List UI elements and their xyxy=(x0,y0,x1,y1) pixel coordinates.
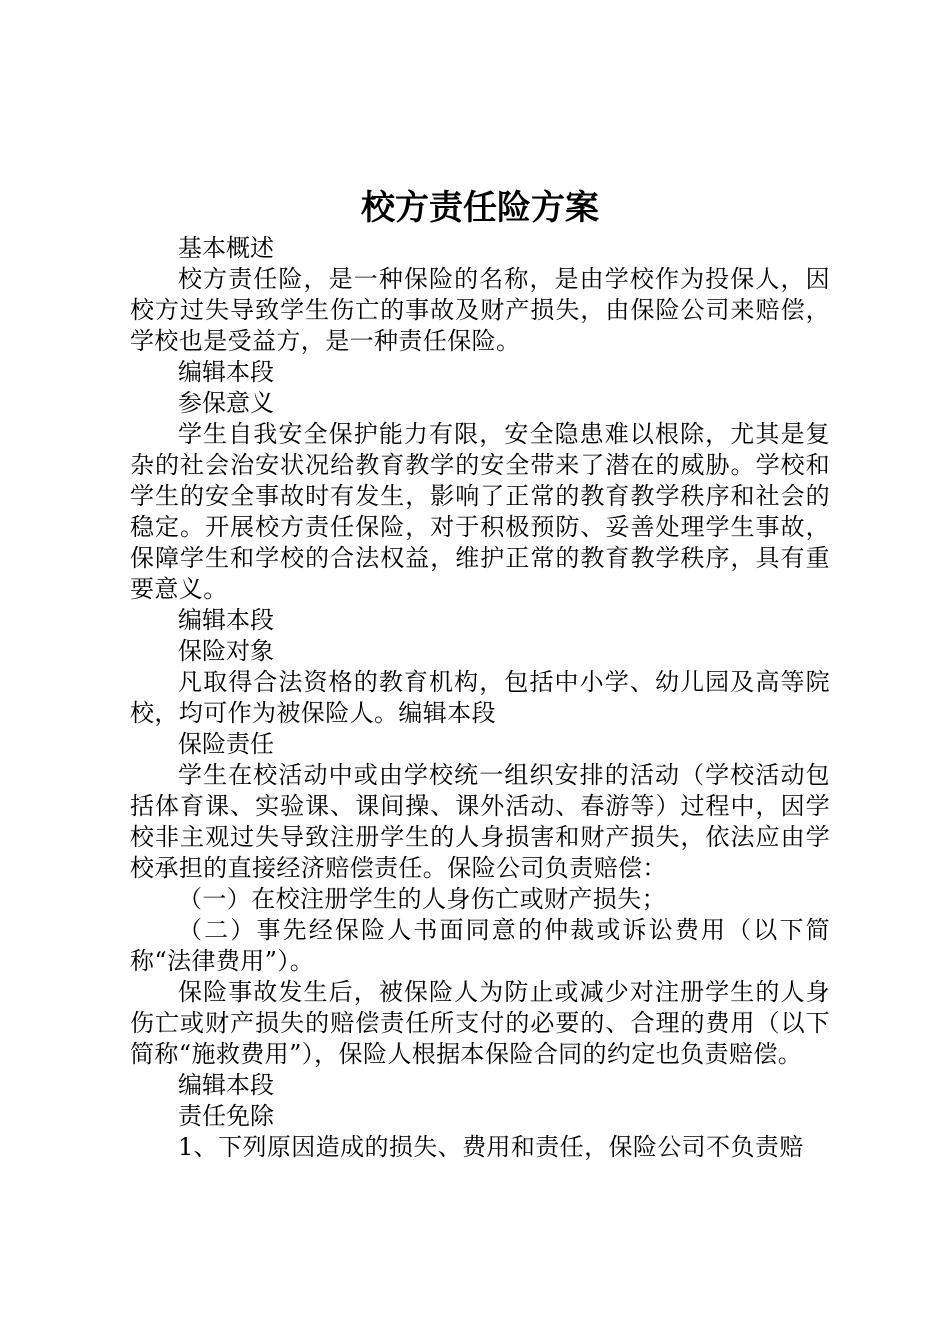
paragraph-liability: 学生在校活动中或由学校统一组织安排的活动（学校活动包括体育课、实验课、课间操、课外活动、春游等）过程中，因学校非主观过失导致注册学生的人身损害和财产损失，依法应由学校承担的直接经济赔偿责任。保险公司负责赔偿： xyxy=(130,761,830,882)
section-heading-exclusions: 责任免除 xyxy=(178,1102,274,1130)
paragraph-insured: 凡取得合法资格的教育机构，包括中小学、幼儿园及高等院校，均可作为被保险人。编辑本段 xyxy=(130,668,830,727)
paragraph-significance: 学生自我安全保护能力有限，安全隐患难以根除，尤其是复杂的社会治安状况给教育教学的安全带来了潜在的威胁。学校和学生的安全事故时有发生，影响了正常的教育教学秩序和社会的稳定。开展校方责任保险，对于积极预防、妥善处理学生事故，保障学生和学校的合法权益，维护正常的教育教学秩序，具有重要意义。 xyxy=(130,420,830,603)
edit-section-link: 编辑本段 xyxy=(178,606,274,634)
document-body xyxy=(130,233,830,1163)
section-heading-insured: 保险对象 xyxy=(178,637,274,665)
document-title: 校方责任险方案 xyxy=(361,188,599,228)
paragraph-rescue-costs: 保险事故发生后，被保险人为防止或减少对注册学生的人身伤亡或财产损失的赔偿责任所支付的必要的、合理的费用（以下简称“施救费用”），保险人根据本保险合同的约定也负责赔偿。 xyxy=(130,978,830,1068)
list-item-two: （二）事先经保险人书面同意的仲裁或诉讼费用（以下简称“法律费用”）。 xyxy=(130,916,830,975)
section-heading-liability: 保险责任 xyxy=(178,730,274,758)
list-item-one: （一）在校注册学生的人身伤亡或财产损失； xyxy=(178,885,666,913)
paragraph-exclusions: 1、下列原因造成的损失、费用和责任，保险公司不负责赔 xyxy=(178,1133,804,1161)
section-heading-significance: 参保意义 xyxy=(178,389,274,417)
edit-section-link: 编辑本段 xyxy=(178,358,274,386)
paragraph-overview: 校方责任险，是一种保险的名称，是由学校作为投保人，因校方过失导致学生伤亡的事故及财产损失，由保险公司来赔偿，学校也是受益方，是一种责任保险。 xyxy=(130,265,830,355)
edit-section-link: 编辑本段 xyxy=(178,1071,274,1099)
section-heading-overview: 基本概述 xyxy=(178,234,274,262)
document-page xyxy=(130,0,830,1344)
